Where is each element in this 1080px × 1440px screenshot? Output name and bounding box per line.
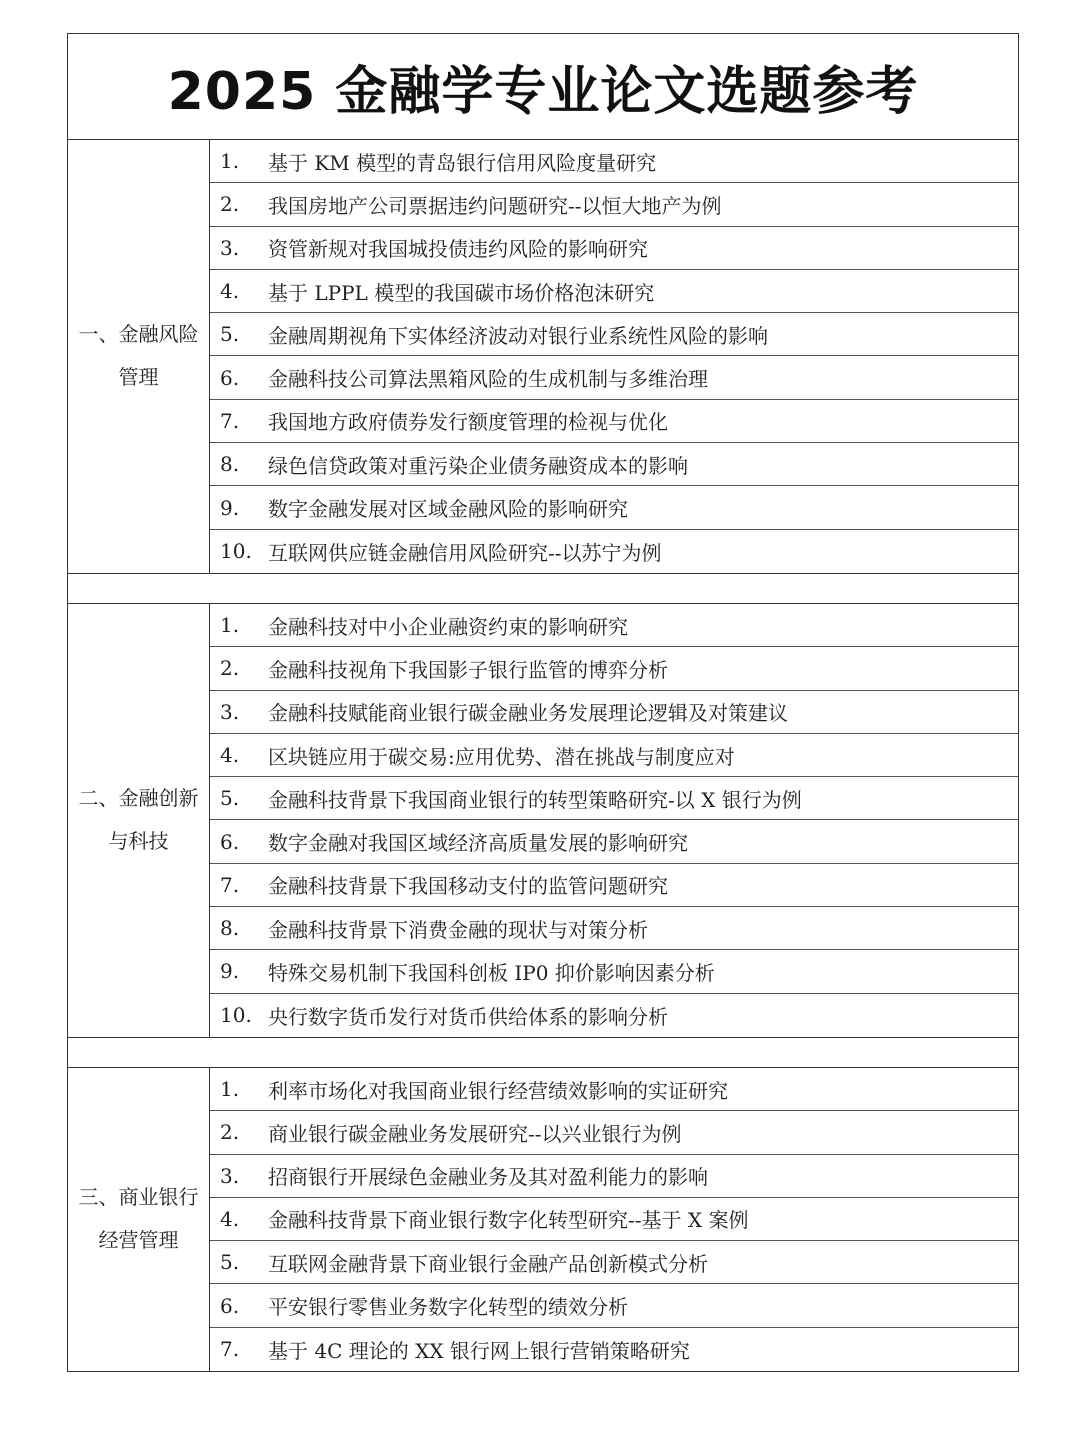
topic-row <box>210 140 1018 183</box>
section-fintech <box>68 604 1018 1038</box>
topic-row <box>210 1284 1018 1327</box>
category-label: 一、金融风险管理 <box>78 322 199 390</box>
topic-text: 金融科技赋能商业银行碳金融业务发展理论逻辑及对策建议 <box>268 701 788 726</box>
topic-number: 2. <box>220 192 240 217</box>
topic-text: 金融科技背景下商业银行数字化转型研究--基于 X 案例 <box>268 1208 749 1233</box>
topic-text: 招商银行开展绿色金融业务及其对盈利能力的影响 <box>268 1165 708 1190</box>
topic-number: 2. <box>220 656 240 681</box>
topic-list <box>210 1068 1018 1371</box>
section-divider <box>68 574 1018 604</box>
topic-number: 4. <box>220 279 240 304</box>
topic-number: 8. <box>220 452 240 477</box>
topic-list <box>210 140 1018 573</box>
topic-text: 数字金融对我国区域经济高质量发展的影响研究 <box>268 831 688 856</box>
topic-number: 9. <box>220 959 240 984</box>
topic-number: 7. <box>220 408 240 433</box>
topics-table <box>67 33 1019 1372</box>
topic-list <box>210 604 1018 1037</box>
topic-row <box>210 950 1018 993</box>
topic-number: 10. <box>220 539 252 564</box>
topic-number: 4. <box>220 1206 240 1231</box>
topic-number: 6. <box>220 365 240 390</box>
topic-text: 数字金融发展对区域金融风险的影响研究 <box>268 497 628 522</box>
topic-text: 商业银行碳金融业务发展研究--以兴业银行为例 <box>268 1121 682 1146</box>
topic-text: 金融科技对中小企业融资约束的影响研究 <box>268 614 628 639</box>
topic-row <box>210 994 1018 1037</box>
topic-number: 3. <box>220 1163 240 1188</box>
topic-text: 我国地方政府债券发行额度管理的检视与优化 <box>268 410 668 435</box>
topic-text: 基于 LPPL 模型的我国碳市场价格泡沫研究 <box>268 280 655 305</box>
topic-row <box>210 1241 1018 1284</box>
topic-number: 4. <box>220 743 240 767</box>
topic-number: 2. <box>220 1120 240 1145</box>
topic-text: 金融科技公司算法黑箱风险的生成机制与多维治理 <box>268 367 708 392</box>
topic-number: 7. <box>220 1337 240 1362</box>
topic-text: 金融科技背景下消费金融的现状与对策分析 <box>268 917 648 942</box>
section-commercial-banking <box>68 1068 1018 1371</box>
topic-number: 6. <box>220 1293 240 1318</box>
section-divider <box>68 1038 1018 1068</box>
topic-text: 绿色信贷政策对重污染企业债务融资成本的影响 <box>268 453 688 478</box>
topic-text: 平安银行零售业务数字化转型的绩效分析 <box>268 1295 628 1320</box>
topic-number: 3. <box>220 699 240 724</box>
topic-text: 特殊交易机制下我国科创板 IP0 抑价影响因素分析 <box>268 960 715 985</box>
topic-row <box>210 864 1018 907</box>
topic-text: 基于 4C 理论的 XX 银行网上银行营销策略研究 <box>268 1338 690 1363</box>
page-title: 2025 金融学专业论文选题参考 <box>167 62 919 122</box>
topic-row <box>210 907 1018 950</box>
topic-row <box>210 530 1018 573</box>
topic-number: 6. <box>220 829 240 854</box>
topic-text: 金融科技背景下我国商业银行的转型策略研究-以 X 银行为例 <box>268 787 802 812</box>
topic-text: 金融周期视角下实体经济波动对银行业系统性风险的影响 <box>268 323 768 348</box>
category-cell <box>68 140 210 573</box>
topic-row <box>210 356 1018 399</box>
topic-text: 互联网供应链金融信用风险研究--以苏宁为例 <box>268 540 662 565</box>
topic-number: 7. <box>220 872 240 897</box>
topic-row <box>210 647 1018 690</box>
topic-text: 金融科技背景下我国移动支付的监管问题研究 <box>268 874 668 899</box>
category-cell <box>68 604 210 1037</box>
topic-number: 5. <box>220 786 240 811</box>
topic-row <box>210 691 1018 734</box>
topic-text: 央行数字货币发行对货币供给体系的影响分析 <box>268 1004 668 1029</box>
category-label: 三、商业银行经营管理 <box>78 1185 199 1253</box>
topic-row <box>210 820 1018 863</box>
topic-text: 资管新规对我国城投债违约风险的影响研究 <box>268 237 648 262</box>
topic-row <box>210 183 1018 226</box>
topic-number: 5. <box>220 1250 240 1275</box>
topic-row <box>210 227 1018 270</box>
topic-text: 金融科技视角下我国影子银行监管的博弈分析 <box>268 657 668 682</box>
topic-row <box>210 1068 1018 1111</box>
category-label: 二、金融创新与科技 <box>78 786 199 854</box>
topic-text: 利率市场化对我国商业银行经营绩效影响的实证研究 <box>268 1078 728 1103</box>
topic-text: 互联网金融背景下商业银行金融产品创新模式分析 <box>268 1251 708 1276</box>
topic-row <box>210 313 1018 356</box>
topic-number: 5. <box>220 322 240 347</box>
topic-text: 我国房地产公司票据违约问题研究--以恒大地产为例 <box>268 193 722 218</box>
topic-row <box>210 1328 1018 1371</box>
topic-row <box>210 1198 1018 1241</box>
topic-row <box>210 1111 1018 1154</box>
topic-row <box>210 270 1018 313</box>
topic-text: 基于 KM 模型的青岛银行信用风险度量研究 <box>268 150 657 175</box>
topic-row <box>210 443 1018 486</box>
section-risk-management <box>68 140 1018 574</box>
topic-text: 区块链应用于碳交易:应用优势、潜在挑战与制度应对 <box>268 744 735 769</box>
topic-row <box>210 777 1018 820</box>
topic-number: 1. <box>220 1077 240 1102</box>
topic-row <box>210 1155 1018 1198</box>
topic-row <box>210 400 1018 443</box>
topic-row <box>210 486 1018 529</box>
category-cell <box>68 1068 210 1371</box>
topic-number: 1. <box>220 613 240 638</box>
topic-number: 3. <box>220 235 240 260</box>
topic-number: 1. <box>220 149 240 174</box>
topic-number: 8. <box>220 916 240 941</box>
topic-row <box>210 604 1018 647</box>
topic-number: 10. <box>220 1003 252 1028</box>
topic-number: 9. <box>220 495 240 520</box>
title-row <box>68 34 1018 140</box>
topic-row <box>210 734 1018 777</box>
